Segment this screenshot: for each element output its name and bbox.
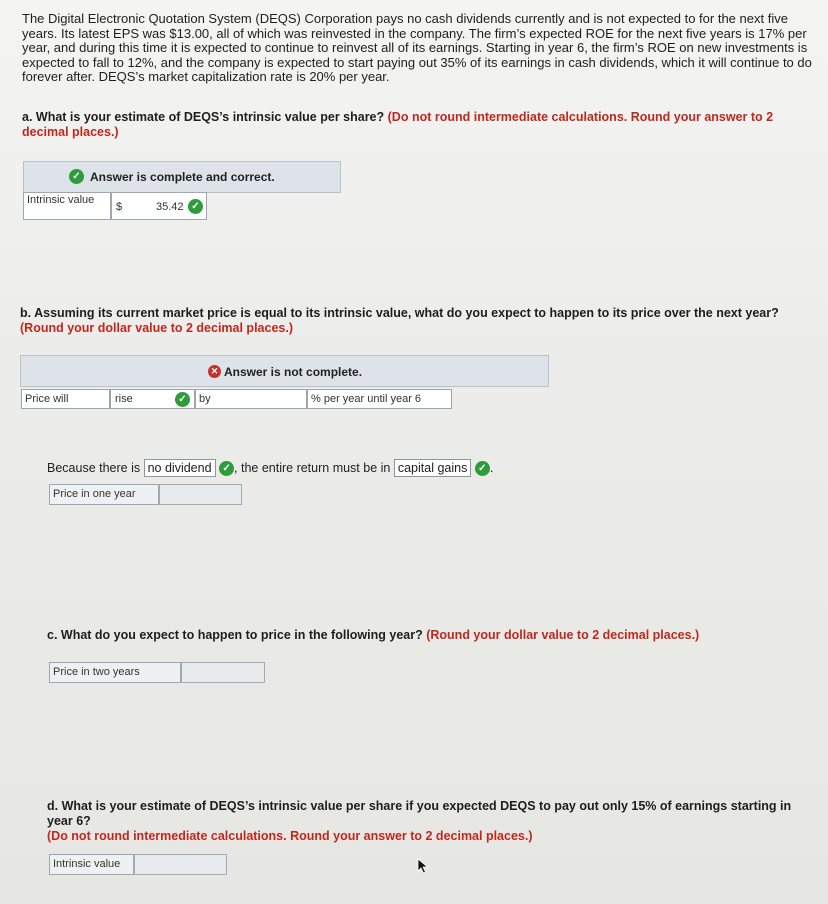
sentence-end: . bbox=[489, 461, 494, 475]
unit-text: % per year until year 6 bbox=[307, 389, 452, 409]
sentence-mid: , the entire return must be in bbox=[234, 461, 391, 475]
price-two-years-label: Price in two years bbox=[49, 662, 181, 683]
question-d-text: d. What is your estimate of DEQS’s intrinsic value per share if you expected DEQS to pay out only 15% of earnings starting in year 6? bbox=[47, 799, 792, 828]
question-c-text: c. What do you expect to happen to price in the following year? bbox=[47, 628, 423, 642]
question-a-text: a. What is your estimate of DEQS’s intrinsic value per share? bbox=[22, 110, 385, 124]
intrinsic-value-input: 35.42 bbox=[156, 201, 184, 213]
question-d-instruction: (Do not round intermediate calculations. Round your answer to 2 decimal places.) bbox=[47, 829, 533, 843]
check-circle-icon: ✓ bbox=[188, 199, 203, 214]
answer-status-banner-a bbox=[23, 161, 341, 193]
explanation-sentence bbox=[47, 459, 493, 477]
question-b bbox=[20, 306, 815, 336]
direction-value: rise bbox=[115, 393, 133, 405]
problem-statement: The Digital Electronic Quotation System (DEQS) Corporation pays no cash dividends currently and is not expected to for the next five years. Its latest EPS was $13.00, all of which was reinvested in the company. The firm’s expected ROE for the next five years is 17% per year, and during this time it is expected to continue to reinvest all of its earnings. Starting in year 6, the firm’s ROE on new investments is expected to fall to 12%, and the company is expected to start paying out 35% of its earnings in cash dividends, which it will continue to do forever after. DEQS’s market capitalization rate is 20% per year. bbox=[22, 11, 812, 84]
intrinsic-value-d-input[interactable] bbox=[134, 854, 227, 875]
status-text-b: Answer is not complete. bbox=[224, 365, 363, 379]
question-a-instruction: (Do not round intermediate calculations. Round your answer to 2 decimal places.) bbox=[22, 110, 774, 139]
return-type-dropdown[interactable]: capital gains bbox=[394, 459, 472, 477]
price-two-years-input[interactable] bbox=[181, 662, 265, 683]
by-label: by bbox=[195, 389, 307, 409]
check-circle-icon: ✓ bbox=[475, 461, 490, 476]
dividend-dropdown[interactable]: no dividend bbox=[144, 459, 216, 477]
price-one-year-input[interactable] bbox=[159, 484, 242, 505]
question-c bbox=[47, 628, 807, 643]
answer-status-banner-b bbox=[20, 355, 549, 387]
intrinsic-value-field[interactable] bbox=[111, 192, 207, 220]
question-c-instruction: (Round your dollar value to 2 decimal places.) bbox=[426, 628, 700, 642]
question-a bbox=[22, 110, 792, 140]
sentence-start: Because there is bbox=[47, 461, 141, 475]
question-b-text: b. Assuming its current market price is equal to its intrinsic value, what do you expect to happen to its price over the next year? bbox=[20, 306, 779, 320]
currency-symbol: $ bbox=[116, 201, 123, 213]
check-circle-icon: ✓ bbox=[219, 461, 234, 476]
status-text-a: Answer is complete and correct. bbox=[90, 170, 275, 184]
question-b-instruction: (Round your dollar value to 2 decimal places.) bbox=[20, 321, 293, 335]
check-circle-icon: ✓ bbox=[69, 169, 84, 184]
direction-dropdown[interactable] bbox=[110, 389, 195, 409]
check-circle-icon: ✓ bbox=[175, 392, 190, 407]
x-circle-icon: ✕ bbox=[208, 365, 221, 378]
question-d bbox=[47, 799, 812, 844]
price-one-year-label: Price in one year bbox=[49, 484, 159, 505]
intrinsic-value-label: Intrinsic value bbox=[23, 192, 111, 220]
intrinsic-value-d-label: Intrinsic value bbox=[49, 854, 134, 875]
mouse-pointer-icon bbox=[417, 858, 429, 874]
price-will-label: Price will bbox=[21, 389, 110, 409]
